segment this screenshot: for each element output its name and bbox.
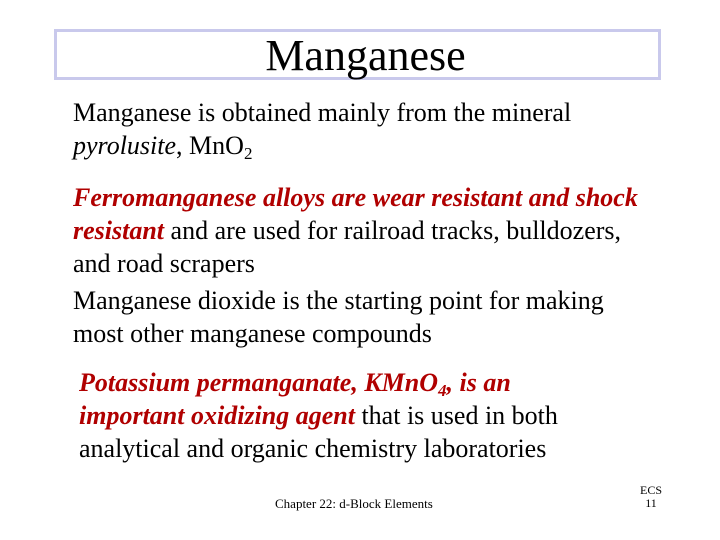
p4-highlight-line1 (79, 366, 558, 399)
formula-subscript: 2 (243, 144, 253, 163)
p4-formula-text: Potassium permanganate, KMnO (79, 368, 439, 397)
paragraph-alloys (73, 181, 638, 280)
p1-line1: Manganese is obtained mainly from the mineral (73, 98, 572, 127)
paragraph-permanganate (79, 366, 558, 465)
p2-rest-line2: and are used for railroad tracks, bulldozers, (164, 216, 622, 245)
slide-title-box (54, 29, 661, 80)
p4-highlight-line2: important oxidizing agent (79, 401, 355, 430)
paragraph-source (73, 96, 571, 162)
p3-line1: Manganese dioxide is the starting point for making (73, 286, 604, 315)
footer-org: ECS (639, 483, 662, 497)
slide-title: Manganese (265, 31, 466, 80)
footer-chapter: Chapter 22: d-Block Elements (275, 496, 433, 511)
paragraph-dioxide (73, 284, 604, 350)
p4-rest-line2: that is used in both (354, 401, 558, 430)
p4-formula-subscript: 4 (438, 381, 447, 400)
footer-page-box (636, 484, 666, 510)
p4-formula-post: , is an (446, 368, 511, 397)
p4-line3: analytical and organic chemistry laboratories (79, 434, 547, 463)
p2-highlight-line2: resistant (73, 216, 165, 245)
p4-line2 (79, 399, 558, 432)
p2-highlight-line1: Ferromanganese alloys are wear resistant and shock (73, 183, 638, 212)
p2-line2 (73, 214, 638, 247)
mineral-name: pyrolusite (73, 131, 177, 160)
p3-line2: most other manganese compounds (73, 319, 432, 348)
footer-page-number: 11 (645, 496, 657, 510)
formula-text: , MnO (176, 131, 244, 160)
p2-line3: and road scrapers (73, 249, 255, 278)
p1-line2 (73, 129, 571, 162)
